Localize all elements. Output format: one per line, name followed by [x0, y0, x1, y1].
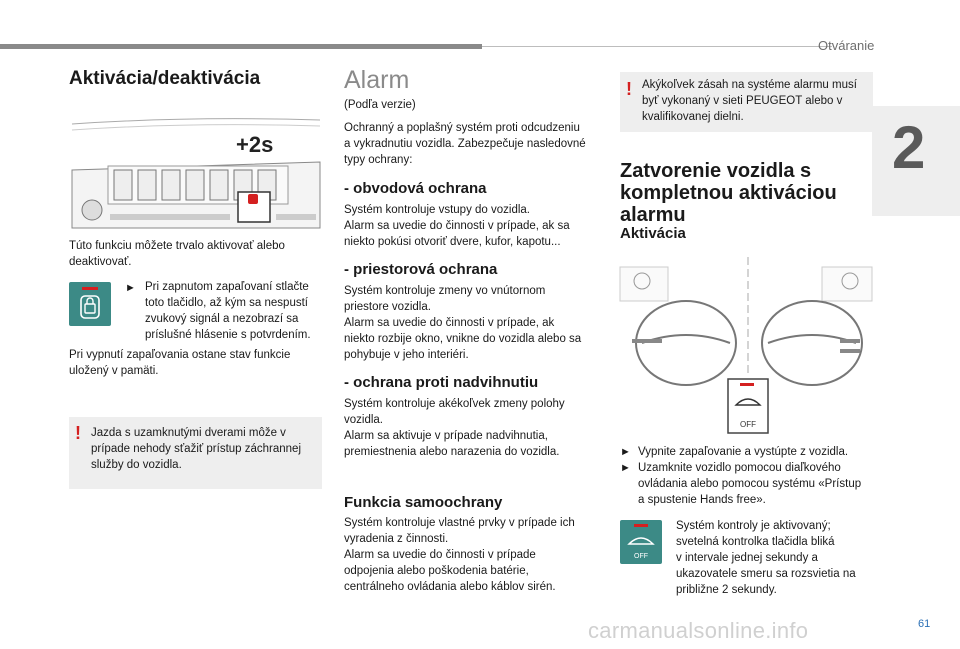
section-name: Otváranie: [818, 38, 875, 53]
left-memory-note: Pri vypnutí zapaľovania ostane stav funkcie uložený v pamäti.: [69, 349, 291, 377]
watermark: carmanualsonline.info: [588, 618, 809, 643]
alarm-intro: Ochranný a poplašný systém proti odcudzeniu a vykradnutiu vozidla. Zabezpečuje nasledovné typy ochrany:: [344, 122, 586, 166]
bullet-marker: ►: [620, 446, 631, 458]
left-warning-box: [69, 417, 322, 489]
off-label-small: OFF: [634, 553, 648, 560]
heading-volumetric: - priestorová ochrana: [344, 261, 498, 278]
heading-self-protection: Funkcia samoochrany: [344, 494, 503, 511]
perimeter-text: Systém kontroluje vstupy do vozidla. Alarm sa uvedie do činnosti v prípade, ak sa niekto pokúsi otvoriť dvere, kufor, kapotu...: [344, 204, 570, 248]
alarm-button-tile: [620, 520, 662, 564]
dashboard-switch-illustration: [70, 110, 324, 232]
lock-button-tile: [69, 282, 111, 326]
page-number: 61: [918, 618, 931, 630]
subheading-activation: Aktivácia: [620, 225, 686, 242]
section-title-activation: Aktivácia/deaktivácia: [69, 68, 261, 89]
self-protection-text: Systém kontroluje vlastné prvky v prípade ich vyradenia z činnosti. Alarm sa uvedie do činnosti v prípade odpojenia alebo poškodenia batérie, centrálneho ovládania alebo káblov sirén.: [344, 517, 575, 593]
heading-perimeter: - obvodová ochrana: [344, 180, 487, 197]
left-bullet: Pri zapnutom zapaľovaní stlačte toto tlačidlo, až kým sa nespustí zvukový signál a nezobrazí sa príslušné hlásenie s potvrdením.: [145, 281, 311, 341]
section-title-full-alarm: Zatvorenie vozidla s kompletnou aktiváciou alarmu: [620, 160, 837, 226]
section-title-alarm: Alarm: [344, 66, 410, 94]
right-warning-text: Akýkoľvek zásah na systéme alarmu musí byť vykonaný v sieti PEUGEOT alebo v kvalifikovanej dielni.: [642, 79, 857, 123]
lock-icon: [69, 282, 111, 326]
alarm-version-note: (Podľa verzie): [344, 99, 416, 111]
chapter-number: 2: [892, 114, 926, 181]
header-bar: [0, 44, 482, 49]
warning-icon: !: [626, 79, 632, 99]
alarm-car-icon: [620, 520, 662, 564]
step-2: Uzamknite vozidlo pomocou diaľkového ovládania alebo pomocou systému «Prístup a spustenie Hands free».: [638, 462, 862, 506]
off-label: OFF: [740, 420, 756, 429]
activation-status: Systém kontroly je aktivovaný; svetelná kontrolka tlačidla bliká v intervale jednej sekundy a ukazovatele smeru sa rozsvietia na približne 2 sekundy.: [676, 520, 856, 596]
bullet-marker: ►: [620, 462, 631, 474]
header-rule: [482, 46, 832, 47]
anti-tilt-text: Systém kontroluje akékoľvek zmeny polohy vozidla. Alarm sa aktivuje v prípade nadvihnutia, premiestnenia alebo narazenia do vozidla.: [344, 398, 565, 458]
bullet-marker: ►: [125, 282, 136, 294]
alarm-button-illustration: [618, 255, 874, 440]
left-warning-text: Jazda s uzamknutými dverami môže v prípade nehody sťažiť prístup záchrannej služby do vozidla.: [91, 427, 302, 471]
heading-anti-tilt: - ochrana proti nadvihnutiu: [344, 374, 539, 391]
step-1: Vypnite zapaľovanie a vystúpte z vozidla.: [638, 446, 849, 458]
hold-duration-label: +2s: [236, 132, 274, 157]
left-intro: Túto funkciu môžete trvalo aktivovať alebo deaktivovať.: [69, 240, 285, 268]
warning-icon: !: [75, 423, 81, 443]
right-warning-box: [620, 72, 873, 132]
volumetric-text: Systém kontroluje zmeny vo vnútornom priestore vozidla. Alarm sa uvedie do činnosti v prípade, ak niekto rozbije okno, vnikne do vozidla alebo sa pohybuje v jeho interiéri.: [344, 285, 582, 361]
